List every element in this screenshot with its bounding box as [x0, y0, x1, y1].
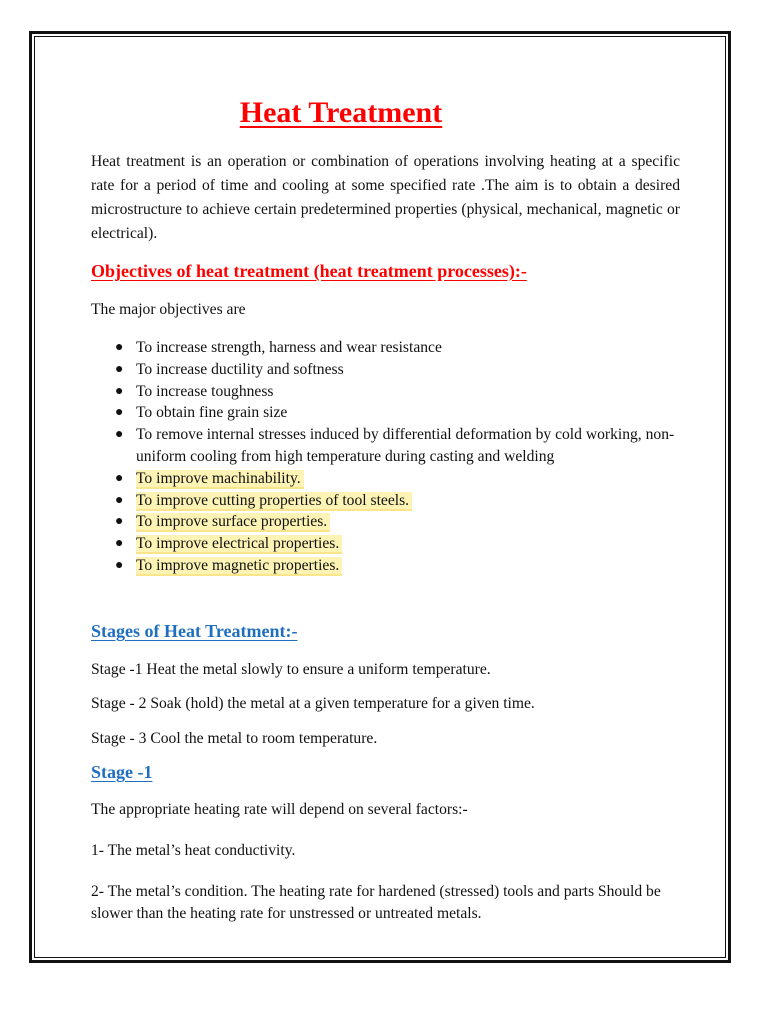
bullet-icon: ●	[115, 405, 124, 421]
objectives-list	[91, 337, 696, 577]
objective-text: To increase toughness	[136, 382, 274, 400]
bullet-icon: ●	[115, 383, 124, 399]
stage-one-lead: The appropriate heating rate will depend on several factors:-	[91, 801, 468, 818]
objective-text: To improve magnetic properties.	[136, 557, 342, 574]
bullet-icon: ●	[115, 470, 124, 486]
objective-item	[115, 511, 696, 533]
objective-item	[115, 359, 696, 381]
objective-item	[115, 533, 696, 555]
stage-2-line: Stage - 2 Soak (hold) the metal at a given temperature for a given time.	[91, 695, 535, 712]
objective-text: To improve surface properties.	[136, 513, 330, 530]
intro-paragraph: Heat treatment is an operation or combination of operations involving heating at a specific rate for a period of time and cooling at some specified rate .The aim is to obtain a desired microstructure to achieve certain predetermined properties (physical, mechanical, magnetic or electrical).	[91, 153, 680, 242]
bullet-icon: ●	[115, 361, 124, 377]
stage-1-line: Stage -1 Heat the metal slowly to ensure a uniform temperature.	[91, 661, 491, 678]
objective-item	[115, 402, 696, 424]
stages-heading: Stages of Heat Treatment:-	[91, 621, 298, 641]
objective-text: To increase ductility and softness	[136, 360, 344, 378]
objective-text: To increase strength, harness and wear resistance	[136, 339, 442, 356]
stage-one-heading: Stage -1	[91, 762, 153, 782]
objective-text: To improve electrical properties.	[136, 535, 342, 552]
objective-item	[115, 490, 696, 512]
objective-text: To improve cutting properties of tool steels.	[136, 492, 412, 509]
bullet-icon: ●	[115, 492, 124, 508]
bullet-icon: ●	[115, 557, 124, 573]
bullet-icon: ●	[115, 514, 124, 530]
factor-2: 2- The metal’s condition. The heating rate for hardened (stressed) tools and parts Should be slower than the heating rate for unstressed or untreated metals.	[91, 883, 661, 922]
bullet-icon: ●	[115, 427, 124, 443]
objective-item	[115, 555, 696, 577]
objectives-heading: Objectives of heat treatment (heat treatment processes):-	[91, 261, 527, 281]
document-title: Heat Treatment	[239, 96, 443, 129]
bullet-icon: ●	[115, 536, 124, 552]
objective-item	[115, 381, 696, 403]
factor-1: 1- The metal’s heat conductivity.	[91, 842, 296, 859]
objectives-lead: The major objectives are	[91, 301, 246, 318]
objective-item	[115, 337, 696, 359]
objective-text: To improve machinability.	[136, 470, 304, 487]
objective-text: To obtain fine grain size	[136, 404, 288, 422]
objective-text: To remove internal stresses induced by differential deformation by cold working, non-uniform cooling from high temperature during casting and welding	[136, 426, 675, 465]
objective-item	[115, 424, 696, 468]
stage-3-line: Stage - 3 Cool the metal to room temperature.	[91, 730, 378, 747]
objective-item	[115, 468, 696, 490]
bullet-icon: ●	[115, 340, 124, 355]
